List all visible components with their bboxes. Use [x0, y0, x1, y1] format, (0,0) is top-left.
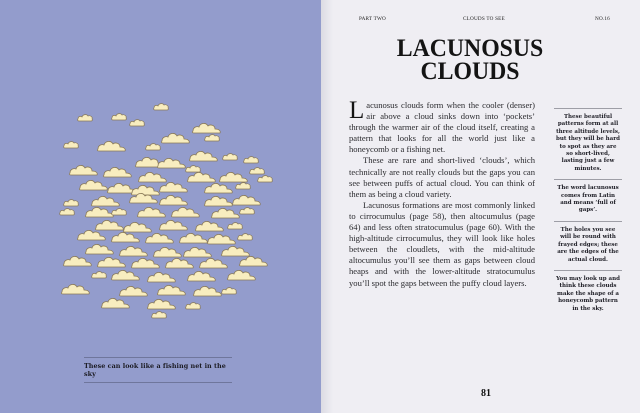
figure-caption: These can look like a fishing net in the sky	[84, 362, 226, 378]
sidebar-notes	[556, 108, 620, 319]
title-line-2: CLOUDS	[420, 58, 520, 85]
body-paragraph: These are rare and short-lived ‘clouds’, which technically are not really clouds but the gaps you can see between puffs of actual cloud. You can think of them as being a cloud variety.	[349, 155, 535, 199]
body-paragraph: Lacunosus clouds form when the cooler (denser) air above a cloud sinks down into ‘pockets’ through the warmer air of the cloud itself, creating a pattern that looks for all the world just like a honeycomb or a fishing net.	[349, 97, 535, 155]
drop-cap: L	[349, 97, 365, 124]
caption-box	[84, 357, 232, 383]
side-note: The word lacunosus comes from Latin and means ‘full of gaps’.	[557, 185, 619, 214]
body-text	[349, 97, 535, 289]
running-head-section: CLOUDS TO SEE	[463, 16, 505, 22]
page-number: 81	[481, 388, 491, 399]
side-note: These beautiful patterns form at all three altitude levels, but they will be hard to spot as they are so short-lived, lasting just a few minutes.	[556, 114, 620, 172]
book-gutter	[321, 0, 333, 413]
running-head-number: NO.16	[595, 16, 610, 22]
side-note: You may look up and think these clouds make the shape of a honeycomb pattern in the sky.	[556, 275, 620, 312]
running-head-part: PART TWO	[359, 16, 386, 22]
cloud-cluster	[60, 104, 273, 318]
page-title	[356, 37, 584, 83]
title-line-1: LACUNOSUS	[396, 35, 544, 62]
body-paragraph: Lacunosus formations are most commonly linked to cirrocumulus (page 58), then altocumulus (page 64) and less often stratocumulus (page 60). With the high-altitude cirrocumulus, they will look like holes between the cloudlets, with the mid-altitude altocumulus you’ll see them as gaps between cloud heaps and with the lower-altitude stratocumulus you’ll spot the gaps between the puffy cloud layers.	[349, 199, 535, 288]
side-note: The holes you see will be round with frayed edges; these are the edges of the actual cloud.	[557, 226, 619, 263]
